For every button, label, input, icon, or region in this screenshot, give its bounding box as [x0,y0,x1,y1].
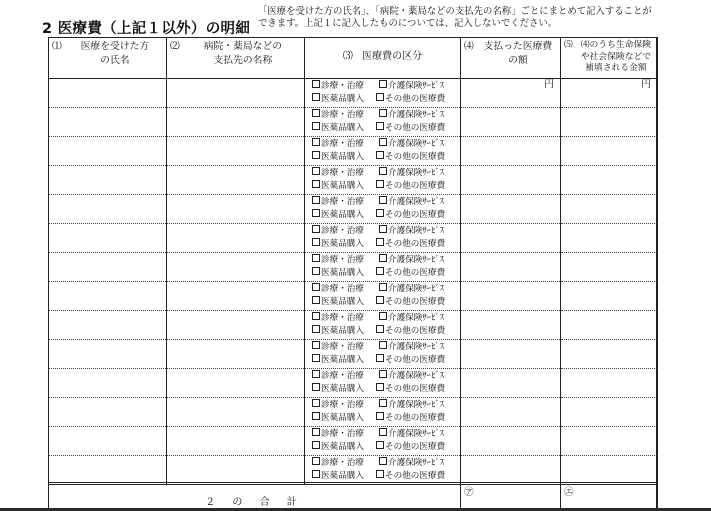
expense-category-cell [305,253,461,282]
category-option-care-service[interactable]: 介護保険ｻｰﾋﾞｽ [379,80,455,93]
payee-name-cell[interactable] [167,369,305,398]
category-option-other[interactable]: その他の医療費 [376,93,452,106]
category-option-medicine[interactable]: 医薬品購入 [312,122,376,135]
expense-category-cell [305,137,461,166]
payee-name-cell[interactable] [167,253,305,282]
checkbox-icon[interactable] [312,370,320,378]
category-option-treatment[interactable]: 診療・治療 [312,341,379,354]
checkbox-icon[interactable] [379,457,387,465]
category-option-other[interactable]: その他の医療費 [376,238,452,251]
payee-name-cell[interactable] [167,398,305,427]
checkbox-icon[interactable] [379,399,387,407]
category-option-care-service[interactable]: 介護保険ｻｰﾋﾞｽ [379,138,455,151]
reimbursed-amount-cell[interactable] [561,282,658,311]
checkbox-icon[interactable] [379,370,387,378]
category-option-medicine[interactable]: 医薬品購入 [312,93,376,106]
category-option-other[interactable]: その他の医療費 [376,470,452,483]
reimbursed-amount-cell[interactable] [561,311,658,340]
amount-paid-cell[interactable] [461,398,561,427]
payee-name-cell[interactable] [167,427,305,456]
category-option-treatment[interactable]: 診療・治療 [312,138,379,151]
table-row [49,398,658,427]
header-payee-name-line2: 支払先の名称 [213,55,273,66]
table-row [49,369,658,398]
reimbursed-amount-cell[interactable] [561,253,658,282]
header-reimbursed-amount: ⑸ ⑷のうち生命保険 や社会保険などで 補填される金額 [561,38,658,79]
patient-name-cell[interactable] [49,427,167,456]
checkbox-icon[interactable] [379,225,387,233]
checkbox-icon[interactable] [376,325,384,333]
medical-expense-table [48,37,658,485]
category-option-other[interactable]: その他の医療費 [376,412,452,425]
table-row [49,311,658,340]
amount-paid-cell[interactable] [461,311,561,340]
checkbox-icon[interactable] [312,180,320,188]
yen-unit-label: 円 [641,79,651,90]
reimbursed-amount-cell[interactable] [561,166,658,195]
patient-name-cell[interactable] [49,137,167,166]
category-option-other[interactable]: その他の医療費 [376,180,452,193]
table-row [49,427,658,456]
expense-category-cell [305,79,461,108]
instruction-note-line-2: できます。上記１に記入したものについては、記入しないでください。 [258,18,558,29]
category-option-care-service[interactable]: 介護保険ｻｰﾋﾞｽ [379,167,455,180]
checkbox-icon[interactable] [312,412,320,420]
patient-name-cell[interactable] [49,166,167,195]
payee-name-cell[interactable] [167,137,305,166]
checkbox-icon[interactable] [312,354,320,362]
reimbursed-amount-cell[interactable] [561,369,658,398]
total-amount-paid-cell[interactable] [461,483,561,510]
category-option-treatment[interactable]: 診療・治療 [312,109,379,122]
category-option-treatment[interactable]: 診療・治療 [312,399,379,412]
category-option-other[interactable]: その他の医療費 [376,122,452,135]
checkbox-icon[interactable] [379,196,387,204]
checkbox-icon[interactable] [376,238,384,246]
checkbox-icon[interactable] [379,428,387,436]
checkbox-icon[interactable] [312,383,320,391]
amount-paid-cell[interactable] [461,253,561,282]
checkbox-icon[interactable] [312,151,320,159]
category-option-medicine[interactable]: 医薬品購入 [312,441,376,454]
category-option-medicine[interactable]: 医薬品購入 [312,238,376,251]
payee-name-cell[interactable] [167,108,305,137]
total-reimbursed-cell[interactable] [561,483,658,510]
patient-name-cell[interactable] [49,224,167,253]
expense-category-cell [305,311,461,340]
category-option-treatment[interactable]: 診療・治療 [312,312,379,325]
checkbox-icon[interactable] [312,225,320,233]
category-option-other[interactable]: その他の医療費 [376,325,452,338]
checkbox-icon[interactable] [376,122,384,130]
amount-paid-cell[interactable] [461,340,561,369]
amount-paid-cell[interactable] [461,195,561,224]
patient-name-cell[interactable] [49,340,167,369]
payee-name-cell[interactable] [167,195,305,224]
checkbox-icon[interactable] [312,209,320,217]
expense-category-cell [305,340,461,369]
category-option-medicine[interactable]: 医薬品購入 [312,151,376,164]
section-title: 2 医療費（上記１以外）の明細 [42,21,251,37]
category-option-other[interactable]: その他の医療費 [376,267,452,280]
table-row [49,79,658,108]
checkbox-icon[interactable] [312,167,320,175]
payee-name-cell[interactable] [167,79,305,108]
checkbox-icon[interactable] [379,109,387,117]
category-option-care-service[interactable]: 介護保険ｻｰﾋﾞｽ [379,370,455,383]
checkbox-icon[interactable] [376,412,384,420]
category-option-care-service[interactable]: 介護保険ｻｰﾋﾞｽ [379,254,455,267]
checkbox-icon[interactable] [312,428,320,436]
total-table [48,482,658,510]
patient-name-cell[interactable] [49,79,167,108]
expense-category-cell [305,195,461,224]
total-label: ２ の 合 計 [49,483,461,510]
header-amount-paid-line1: 支払った医療費 [483,41,553,52]
expense-category-cell [305,108,461,137]
reimbursed-amount-cell[interactable] [561,108,658,137]
patient-name-cell[interactable] [49,253,167,282]
category-option-care-service[interactable]: 介護保険ｻｰﾋﾞｽ [379,312,455,325]
checkbox-icon[interactable] [379,283,387,291]
checkbox-icon[interactable] [312,441,320,449]
category-option-other[interactable]: その他の医療費 [376,441,452,454]
checkbox-icon[interactable] [376,354,384,362]
payee-name-cell[interactable] [167,456,305,485]
header-amount-paid: ⑷ 支払った医療費 の額 [461,38,561,79]
checkbox-icon[interactable] [376,296,384,304]
header-reimbursed-line2: や社会保険などで [580,51,652,62]
reimbursed-amount-cell[interactable] [561,340,658,369]
checkbox-icon[interactable] [312,109,320,117]
category-option-other[interactable]: その他の医療費 [376,296,452,309]
table-row [49,456,658,485]
checkbox-icon[interactable] [312,325,320,333]
checkbox-icon[interactable] [376,441,384,449]
amount-paid-cell[interactable] [461,79,561,108]
checkbox-icon[interactable] [376,470,384,478]
table-row [49,108,658,137]
category-option-other[interactable]: その他の医療費 [376,151,452,164]
category-option-medicine[interactable]: 医薬品購入 [312,296,376,309]
reimbursed-amount-cell[interactable] [561,456,658,485]
total-marker-e: ㋓ [564,487,574,498]
table-row [49,282,658,311]
table-row [49,195,658,224]
payee-name-cell[interactable] [167,311,305,340]
category-option-treatment[interactable]: 診療・治療 [312,167,379,180]
category-option-care-service[interactable]: 介護保険ｻｰﾋﾞｽ [379,225,455,238]
table-row [49,340,658,369]
checkbox-icon[interactable] [312,457,320,465]
category-option-treatment[interactable]: 診療・治療 [312,370,379,383]
category-option-medicine[interactable]: 医薬品購入 [312,180,376,193]
checkbox-icon[interactable] [379,341,387,349]
category-option-medicine[interactable]: 医薬品購入 [312,354,376,367]
checkbox-icon[interactable] [312,470,320,478]
checkbox-icon[interactable] [312,283,320,291]
payee-name-cell[interactable] [167,166,305,195]
payee-name-cell[interactable] [167,224,305,253]
checkbox-icon[interactable] [376,383,384,391]
checkbox-icon[interactable] [312,267,320,275]
checkbox-icon[interactable] [312,341,320,349]
expense-category-cell [305,369,461,398]
patient-name-cell[interactable] [49,456,167,485]
amount-paid-cell[interactable] [461,456,561,485]
checkbox-icon[interactable] [379,167,387,175]
category-option-treatment[interactable]: 診療・治療 [312,428,379,441]
table-row [49,224,658,253]
table-row [49,253,658,282]
checkbox-icon[interactable] [312,296,320,304]
checkbox-icon[interactable] [312,238,320,246]
category-option-medicine[interactable]: 医薬品購入 [312,383,376,396]
category-option-medicine[interactable]: 医薬品購入 [312,325,376,338]
checkbox-icon[interactable] [312,138,320,146]
category-option-care-service[interactable]: 介護保険ｻｰﾋﾞｽ [379,399,455,412]
category-option-care-service[interactable]: 介護保険ｻｰﾋﾞｽ [379,457,455,470]
reimbursed-amount-cell[interactable] [561,79,658,108]
reimbursed-amount-cell[interactable] [561,137,658,166]
patient-name-cell[interactable] [49,311,167,340]
checkbox-icon[interactable] [376,180,384,188]
category-option-care-service[interactable]: 介護保険ｻｰﾋﾞｽ [379,428,455,441]
header-reimbursed-line3: 補填される金額 [585,63,647,73]
category-option-medicine[interactable]: 医薬品購入 [312,209,376,222]
amount-paid-cell[interactable] [461,137,561,166]
amount-paid-cell[interactable] [461,427,561,456]
category-option-treatment[interactable]: 診療・治療 [312,80,379,93]
instruction-note [258,6,652,30]
category-option-treatment[interactable]: 診療・治療 [312,254,379,267]
reimbursed-amount-cell[interactable] [561,427,658,456]
header-amount-paid-line2: の額 [508,55,528,66]
checkbox-icon[interactable] [379,312,387,320]
header-patient-name-line2: の氏名 [100,55,130,66]
category-option-care-service[interactable]: 介護保険ｻｰﾋﾞｽ [379,341,455,354]
reimbursed-amount-cell[interactable] [561,398,658,427]
category-option-medicine[interactable]: 医薬品購入 [312,267,376,280]
checkbox-icon[interactable] [376,93,384,101]
reimbursed-amount-cell[interactable] [561,195,658,224]
category-option-care-service[interactable]: 介護保険ｻｰﾋﾞｽ [379,196,455,209]
amount-paid-cell[interactable] [461,282,561,311]
header-patient-name-line1: 医療を受けた方 [80,41,150,52]
category-option-treatment[interactable]: 診療・治療 [312,196,379,209]
checkbox-icon[interactable] [379,80,387,88]
checkbox-icon[interactable] [312,254,320,262]
expense-category-cell [305,224,461,253]
checkbox-icon[interactable] [376,267,384,275]
category-option-other[interactable]: その他の医療費 [376,383,452,396]
checkbox-icon[interactable] [312,93,320,101]
category-option-medicine[interactable]: 医薬品購入 [312,470,376,483]
header-payee-name-line1: 病院・薬局などの [203,41,283,52]
patient-name-cell[interactable] [49,369,167,398]
payee-name-cell[interactable] [167,340,305,369]
header-patient-name: ⑴ 医療を受けた方 の氏名 [49,38,167,79]
checkbox-icon[interactable] [376,151,384,159]
table-header-row [49,38,658,79]
category-option-care-service[interactable]: 介護保険ｻｰﾋﾞｽ [379,283,455,296]
checkbox-icon[interactable] [312,399,320,407]
checkbox-icon[interactable] [312,122,320,130]
category-option-medicine[interactable]: 医薬品購入 [312,412,376,425]
category-option-other[interactable]: その他の医療費 [376,354,452,367]
instruction-note-line-1: 「医療を受けた方の氏名」、「病院・薬局などの支払先の名称」ごとにまとめて記入することが [258,6,652,17]
patient-name-cell[interactable] [49,108,167,137]
reimbursed-amount-cell[interactable] [561,224,658,253]
category-option-other[interactable]: その他の医療費 [376,209,452,222]
patient-name-cell[interactable] [49,398,167,427]
yen-unit-label: 円 [544,79,554,90]
header-payee-name: ⑵ 病院・薬局などの 支払先の名称 [167,38,305,79]
table-row [49,137,658,166]
checkbox-icon[interactable] [379,254,387,262]
category-option-care-service[interactable]: 介護保険ｻｰﾋﾞｽ [379,109,455,122]
expense-category-cell [305,282,461,311]
checkbox-icon[interactable] [376,209,384,217]
total-row [49,483,658,510]
category-option-treatment[interactable]: 診療・治療 [312,457,379,470]
amount-paid-cell[interactable] [461,224,561,253]
checkbox-icon[interactable] [312,196,320,204]
checkbox-icon[interactable] [379,138,387,146]
total-marker-a: ㋐ [464,487,474,498]
category-option-treatment[interactable]: 診療・治療 [312,283,379,296]
expense-category-cell [305,166,461,195]
table-row [49,166,658,195]
expense-category-cell [305,456,461,485]
payee-name-cell[interactable] [167,282,305,311]
header-expense-category: ⑶ 医療費の区分 [305,38,461,79]
expense-category-cell [305,398,461,427]
amount-paid-cell[interactable] [461,166,561,195]
amount-paid-cell[interactable] [461,108,561,137]
category-option-treatment[interactable]: 診療・治療 [312,225,379,238]
patient-name-cell[interactable] [49,195,167,224]
checkbox-icon[interactable] [312,80,320,88]
expense-category-cell [305,427,461,456]
header-reimbursed-line1: ⑷のうち生命保険 [580,40,652,50]
amount-paid-cell[interactable] [461,369,561,398]
patient-name-cell[interactable] [49,282,167,311]
checkbox-icon[interactable] [312,312,320,320]
